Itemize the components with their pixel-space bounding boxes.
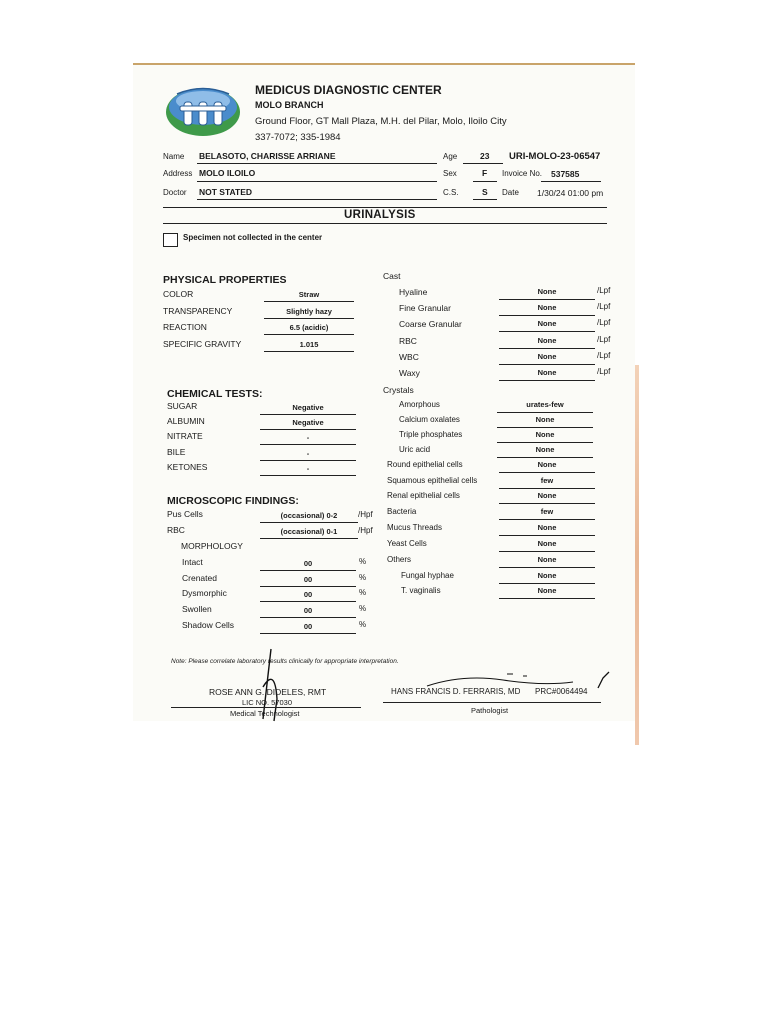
rbc-unit: /Hpf	[358, 526, 373, 535]
physical-label: COLOR	[163, 289, 194, 299]
physical-value: Slightly hazy	[286, 306, 332, 316]
name-label: Name	[163, 152, 185, 161]
morphology-label: Dysmorphic	[182, 588, 227, 599]
lpf-unit: /Lpf	[597, 318, 611, 328]
patient-name: BELASOTO, CHARISSE ARRIANE	[199, 151, 336, 161]
physical-heading: PHYSICAL PROPERTIES	[163, 274, 287, 286]
cell-label: Round epithelial cells	[387, 460, 463, 469]
crystals-heading: Crystals	[383, 385, 414, 395]
cell-label: T. vaginalis	[401, 586, 441, 595]
lpf-unit: /Lpf	[597, 350, 611, 360]
percent-unit: %	[359, 557, 367, 566]
crystal-label: Uric acid	[399, 445, 431, 454]
cast-value: None	[537, 335, 557, 345]
chemical-label: SUGAR	[167, 401, 198, 411]
cell-label: Others	[387, 555, 412, 564]
pathologist-name: HANS FRANCIS D. FERRARIS, MD	[391, 687, 521, 696]
cast-label: RBC	[399, 335, 417, 346]
cast-value: None	[537, 287, 557, 296]
chemical-value: -	[306, 433, 310, 443]
rbc-label: RBC	[167, 525, 185, 535]
cell-label: Yeast Cells	[387, 539, 427, 548]
patient-address: MOLO ILOILO	[199, 168, 256, 178]
doctor-name: NOT STATED	[199, 187, 253, 197]
physical-value: 6.5 (acidic)	[289, 323, 329, 332]
cs-label: C.S.	[443, 188, 459, 197]
crystal-value: None	[535, 430, 555, 439]
medtech-role: Medical Technologist	[230, 709, 300, 718]
cell-value: None	[537, 491, 557, 500]
civil-status: S	[482, 187, 488, 197]
cast-label: Waxy	[399, 368, 420, 378]
cast-value: None	[537, 368, 557, 377]
cell-label: Fungal hyphae	[401, 571, 454, 580]
medtech-license: LIC NO. 57030	[242, 698, 293, 707]
crystal-value: None	[535, 415, 555, 424]
request-code: URI-MOLO-23-06547	[509, 151, 601, 162]
lpf-unit: /Lpf	[597, 367, 611, 376]
crystal-label: Amorphous	[399, 400, 440, 409]
chemical-label: BILE	[167, 446, 186, 457]
medicus-logo	[165, 85, 241, 137]
pus-label: Pus Cells	[167, 509, 203, 519]
cast-label: Fine Granular	[399, 303, 451, 314]
lpf-unit: /Lpf	[597, 302, 611, 312]
cast-label: Coarse Granular	[399, 319, 462, 330]
cast-value: None	[537, 351, 557, 361]
morphology-label: Intact	[182, 557, 203, 567]
cast-label: WBC	[399, 351, 419, 362]
cell-value: None	[537, 539, 557, 548]
doctor-label: Doctor	[163, 188, 187, 197]
pathologist-prc: PRC#0064494	[535, 687, 588, 696]
center-name: MEDICUS DIAGNOSTIC CENTER	[255, 83, 442, 97]
correlation-note: Note: Please correlate laboratory results clinically for appropriate interpretation.	[171, 658, 399, 665]
cell-label: Mucus Threads	[387, 523, 442, 532]
cell-label: Squamous epithelial cells	[387, 476, 478, 485]
cell-value: None	[537, 571, 557, 580]
cast-value: None	[537, 319, 557, 329]
invoice-number: 537585	[551, 169, 580, 179]
chemical-heading: CHEMICAL TESTS:	[167, 388, 263, 400]
morphology-value: 00	[303, 621, 313, 631]
morphology-label: Crenated	[182, 572, 217, 583]
chemical-label: KETONES	[167, 461, 208, 472]
morphology-value: 00	[303, 606, 313, 616]
physical-value: 1.015	[299, 339, 319, 349]
morphology-label: Shadow Cells	[182, 619, 234, 630]
date-label: Date	[502, 188, 519, 197]
crystal-label: Calcium oxalates	[399, 415, 460, 424]
chemical-value: -	[306, 463, 310, 473]
chemical-label: ALBUMIN	[167, 416, 205, 427]
report-date: 1/30/24 01:00 pm	[537, 188, 604, 198]
cell-value: None	[537, 555, 557, 564]
morphology-value: 00	[303, 590, 313, 600]
physical-label: REACTION	[163, 322, 207, 332]
chemical-value: Negative	[292, 418, 324, 428]
patient-age: 23	[480, 151, 490, 161]
specimen-note: Specimen not collected in the center	[183, 233, 323, 242]
crystal-value: urates-few	[526, 400, 564, 409]
specimen-checkbox[interactable]	[163, 233, 178, 247]
age-label: Age	[443, 152, 458, 161]
cell-label: Bacteria	[387, 507, 417, 516]
invoice-label: Invoice No.	[502, 169, 543, 178]
cast-label: Hyaline	[399, 287, 428, 297]
branch-name: MOLO BRANCH	[255, 100, 324, 110]
percent-unit: %	[359, 604, 367, 614]
lab-report-sheet	[133, 63, 635, 721]
cell-value: few	[540, 476, 554, 485]
microscopic-heading: MICROSCOPIC FINDINGS:	[167, 495, 299, 507]
morphology-value: 00	[303, 559, 313, 568]
cell-value: None	[537, 586, 557, 595]
pathologist-role: Pathologist	[471, 706, 509, 715]
crystal-label: Triple phosphates	[399, 430, 463, 439]
sex-label: Sex	[443, 169, 457, 178]
cast-heading: Cast	[383, 271, 401, 281]
center-address: Ground Floor, GT Mall Plaza, M.H. del Pilar, Molo, Iloilo City	[255, 116, 507, 127]
percent-unit: %	[359, 572, 367, 582]
pus-value: (occasional) 0-2	[280, 511, 338, 520]
rbc-value: (occasional) 0-1	[280, 527, 338, 536]
cell-label: Renal epithelial cells	[387, 491, 460, 500]
percent-unit: %	[359, 619, 367, 629]
medtech-name: ROSE ANN G. DIDELES, RMT	[209, 687, 327, 697]
chemical-value: -	[306, 448, 310, 458]
physical-label: SPECIFIC GRAVITY	[163, 338, 242, 349]
crystal-value: None	[535, 445, 555, 454]
chemical-value: Negative	[292, 403, 324, 412]
morphology-label: Swollen	[182, 604, 212, 615]
cell-value: None	[537, 523, 557, 532]
physical-label: TRANSPARENCY	[163, 305, 233, 316]
pus-unit: /Hpf	[358, 510, 373, 519]
patient-sex: F	[482, 168, 488, 178]
lpf-unit: /Lpf	[597, 334, 611, 344]
cast-value: None	[537, 303, 557, 313]
percent-unit: %	[359, 588, 367, 598]
morphology-value: 00	[303, 574, 313, 584]
morphology-label: MORPHOLOGY	[181, 541, 243, 551]
chemical-label: NITRATE	[167, 431, 203, 442]
cell-value: None	[537, 460, 557, 469]
center-phones: 337-7072; 335-1984	[255, 132, 341, 143]
report-title: URINALYSIS	[344, 209, 416, 221]
lpf-unit: /Lpf	[597, 286, 611, 295]
cell-value: few	[540, 507, 554, 516]
physical-value: Straw	[298, 290, 320, 299]
address-label: Address	[163, 169, 193, 178]
